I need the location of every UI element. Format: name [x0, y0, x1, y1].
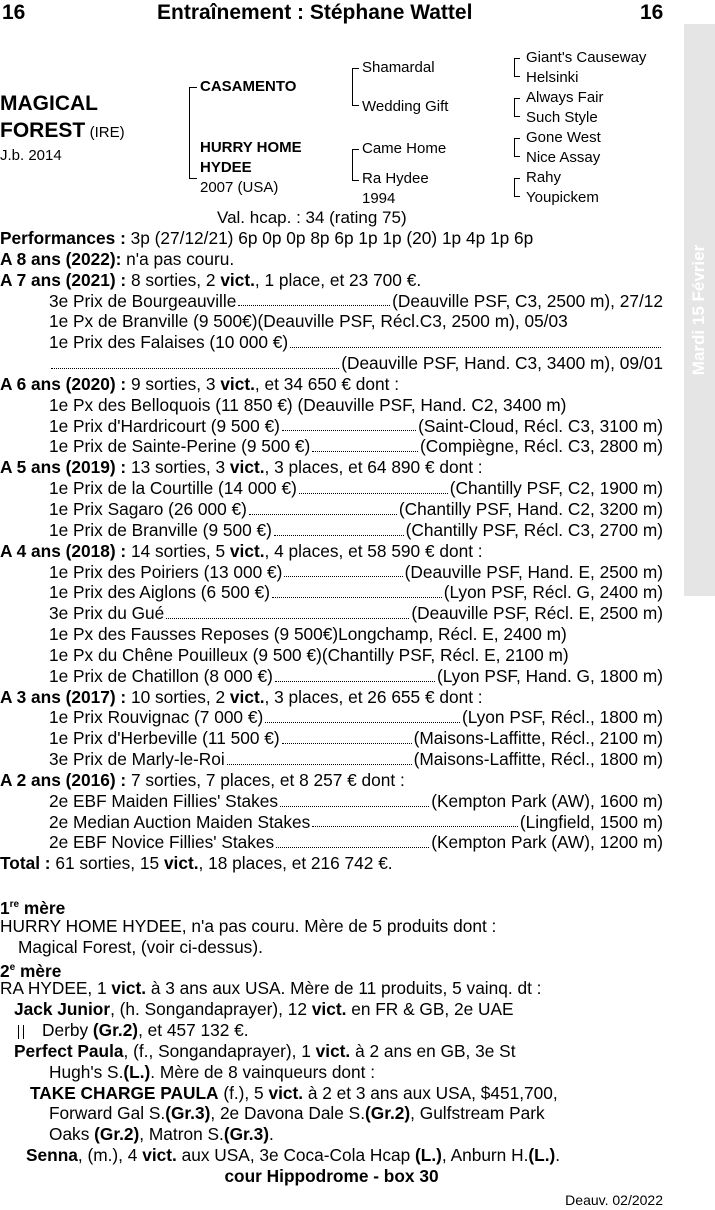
sire-name: CASAMENTO — [200, 78, 297, 95]
performance-record — [0, 228, 663, 1187]
horse-name-line1: MAGICAL — [0, 92, 98, 115]
race-row — [0, 832, 663, 853]
race-name: 1e Prix d'Herbeville (11 500 €) — [49, 728, 280, 749]
race-name: 1e Prix d'Hardricourt (9 500 €) — [49, 415, 280, 436]
horse-name-line2-wrap — [0, 119, 125, 145]
race-name: 1e Prix de la Courtille (14 000 €) — [49, 478, 297, 499]
year-2016-line — [0, 770, 663, 791]
race-details: (Chantilly PSF, C2, 1900 m) — [449, 478, 663, 499]
first-dam-heading — [0, 895, 663, 916]
second-dam-text: RA HYDEE, 1 — [0, 978, 107, 999]
produce-text: , (f., Songandaprayer), 1 — [123, 1040, 311, 1061]
stable-location: cour Hippodrome - box 30 — [224, 1165, 439, 1186]
second-dam-vict: vict. — [111, 978, 147, 999]
produce-grade: (Gr.3) — [165, 1103, 211, 1124]
produce-text: . — [555, 1145, 561, 1166]
race-details: (Compiègne, Récl. C3, 2800 m) — [419, 436, 663, 457]
produce-text: , et 457 132 €. — [138, 1020, 249, 1041]
pedigree-bracket-sd — [514, 98, 520, 117]
continuation-mark — [18, 1025, 24, 1039]
year-2019-label: A 5 ans (2019) : — [0, 457, 127, 478]
race-name: 1e Px de Branville (9 500€)(Deauville PSF, Récl.C3, 2500 m), 05/03 — [49, 311, 568, 332]
performances-value: 3p (27/12/21) 6p 0p 0p 8p 6p 1p 1p (20) 1p 4p 1p 6p — [130, 228, 534, 248]
race-name: 1e Prix des Falaises (10 000 €) — [49, 332, 289, 353]
year-2021-summary: , 1 place, et 23 700 €. — [254, 269, 422, 290]
year-2019-vict: vict. — [229, 457, 265, 478]
race-name: 1e Px du Chêne Pouilleux (9 500 €)(Chantilly PSF, Récl. E, 2100 m) — [49, 644, 569, 665]
race-row — [0, 791, 663, 812]
total-line — [0, 853, 663, 874]
year-2017-line — [0, 687, 663, 708]
year-2019-summary: , 3 places, et 64 890 € dont : — [264, 457, 483, 478]
race-row — [0, 291, 663, 312]
second-dam-sup: e — [9, 961, 16, 973]
year-2017-label: A 3 ans (2017) : — [0, 686, 127, 707]
produce-summary: en FR & GB, 2e UAE — [351, 999, 514, 1020]
race-name: 3e Prix du Gué — [49, 603, 165, 624]
race-details: (Chantilly PSF, Récl. C3, 2700 m) — [405, 519, 663, 540]
year-2019-text: 13 sorties, 3 — [130, 457, 226, 478]
produce-take-line2 — [0, 1103, 663, 1124]
performances-line — [0, 228, 663, 249]
produce-vict: vict. — [315, 1040, 351, 1061]
race-row — [0, 728, 663, 749]
race-row — [0, 582, 663, 603]
produce-text: Hugh's S. — [49, 1061, 124, 1082]
race-row — [0, 812, 663, 833]
produce-text: Derby — [42, 1020, 89, 1041]
produce-grade: (Gr.2) — [365, 1103, 411, 1124]
produce-paula-line1 — [0, 1041, 663, 1062]
first-dam-num: 1 — [0, 897, 10, 916]
race-row — [0, 332, 663, 353]
pedigree-bracket-dam — [352, 149, 359, 181]
race-details: (Kempton Park (AW), 1200 m) — [431, 832, 663, 853]
produce-text: , Matron S. — [139, 1124, 224, 1145]
produce-text: Forward Gal S. — [49, 1103, 166, 1124]
race-row — [0, 499, 663, 520]
race-name: 1e Prix de Chatillon (8 000 €) — [49, 665, 273, 686]
produce-name: Perfect Paula — [14, 1040, 124, 1061]
second-dam-word: mère — [20, 960, 62, 979]
year-2020-vict: vict. — [220, 373, 255, 394]
race-row — [0, 562, 663, 583]
produce-grade: (L.) — [123, 1061, 151, 1082]
produce-grade: (L.) — [528, 1145, 556, 1166]
produce-take-line3 — [0, 1124, 663, 1145]
year-2022-text: n'a pas couru. — [126, 248, 235, 269]
year-2017-summary: , 3 places, et 26 655 € dont : — [264, 686, 483, 707]
produce-name: TAKE CHARGE PAULA — [30, 1082, 219, 1103]
total-label: Total : — [0, 853, 51, 874]
race-details: (Deauville PSF, Hand. C3, 3400 m), 09/01 — [341, 353, 663, 374]
year-2018-vict: vict. — [229, 540, 265, 561]
dd-dam: Youpickem — [526, 189, 599, 206]
race-name: 1e Px des Fausses Reposes (9 500€)Longchamp, Récl. E, 2400 m) — [49, 624, 567, 645]
sire-dam: Wedding Gift — [362, 98, 449, 115]
handicap-value: Val. hcap. : 34 (rating 75) — [217, 208, 407, 227]
produce-summary: à 2 ans en GB, 3e St — [355, 1040, 516, 1061]
race-name: 1e Px des Belloquois (11 850 €) (Deauville PSF, Hand. C2, 3400 m) — [49, 394, 567, 415]
page-footer: Deauv. 02/2022 — [565, 1192, 663, 1208]
year-2018-label: A 4 ans (2018) : — [0, 540, 127, 561]
year-2022-line — [0, 249, 663, 270]
race-row — [0, 478, 663, 499]
year-2017-text: 10 sorties, 2 — [130, 686, 226, 707]
race-details: (Kempton Park (AW), 1600 m) — [431, 790, 663, 811]
dam-sire: Came Home — [362, 140, 447, 157]
race-name: 2e Median Auction Maiden Stakes — [49, 811, 311, 832]
produce-grade: (Gr.2) — [92, 1020, 139, 1041]
race-details: (Lyon PSF, Récl., 1800 m) — [461, 707, 663, 728]
ss-sire: Giant's Causeway — [526, 49, 647, 66]
race-name: 1e Prix des Aiglons (6 500 €) — [49, 582, 270, 603]
produce-text: , 2e Davona Dale S. — [210, 1103, 366, 1124]
race-row — [0, 395, 663, 416]
year-2018-line — [0, 541, 663, 562]
year-2018-summary: , 4 places, et 58 590 € dont : — [264, 540, 483, 561]
produce-text: . — [268, 1124, 274, 1145]
pedigree-bracket-ss — [514, 58, 520, 77]
race-row — [0, 520, 663, 541]
race-row — [0, 749, 663, 770]
second-dam-line1 — [0, 978, 663, 999]
sire-sire: Shamardal — [362, 59, 435, 76]
race-name: 1e Prix des Poiriers (13 000 €) — [49, 561, 283, 582]
dd-sire: Rahy — [526, 169, 562, 186]
produce-grade: (Gr.3) — [223, 1124, 269, 1145]
ds-dam: Nice Assay — [526, 149, 601, 166]
race-row — [0, 707, 663, 728]
total-vict: vict. — [163, 853, 199, 874]
second-dam-num: 2 — [0, 960, 10, 979]
race-row — [0, 624, 663, 645]
horse-info: J.b. 2014 — [0, 147, 62, 164]
produce-vict: vict. — [311, 999, 347, 1020]
year-2020-text: 9 sorties, 3 — [130, 373, 216, 394]
pedigree-bracket-main — [189, 87, 197, 179]
race-details: (Lyon PSF, Hand. G, 1800 m) — [436, 665, 663, 686]
race-name: 3e Prix de Bourgeauville — [49, 290, 237, 311]
year-2021-text: 8 sorties, 2 — [130, 269, 216, 290]
race-name: 2e EBF Novice Fillies' Stakes — [49, 832, 275, 853]
produce-vict: vict. — [268, 1082, 304, 1103]
first-dam-word: mère — [23, 897, 66, 916]
produce-summary: à 2 et 3 ans aux USA, $451,700, — [307, 1082, 558, 1103]
year-2017-vict: vict. — [229, 686, 265, 707]
year-2021-vict: vict. — [220, 269, 255, 290]
dam-name-line1: HURRY HOME — [200, 139, 302, 156]
produce-text: (f.), 5 — [223, 1082, 264, 1103]
dam-dam: Ra Hydee — [362, 170, 429, 187]
race-details: (Lingfield, 1500 m) — [519, 811, 663, 832]
sd-dam: Such Style — [526, 109, 598, 126]
year-2016-summary: 7 sorties, 7 places, et 8 257 € dont : — [130, 769, 405, 790]
race-name: 1e Prix de Branville (9 500 €) — [49, 519, 272, 540]
horse-origin: (IRE) — [89, 124, 125, 141]
race-details: (Maisons-Laffitte, Récl., 2100 m) — [413, 728, 663, 749]
race-name: 1e Prix Sagaro (26 000 €) — [49, 498, 247, 519]
produce-text: . Mère de 8 vainqueurs dont : — [150, 1061, 376, 1082]
race-row — [0, 666, 663, 687]
race-name: 2e EBF Maiden Fillies' Stakes — [49, 790, 279, 811]
produce-text: , (h. Songandaprayer), 12 — [110, 999, 307, 1020]
race-row — [0, 603, 663, 624]
race-details: (Maisons-Laffitte, Récl., 1800 m) — [413, 749, 663, 770]
page-number-left: 16 — [2, 1, 26, 24]
race-row — [0, 416, 663, 437]
dam-dam-year: 1994 — [362, 190, 396, 207]
year-2020-line — [0, 374, 663, 395]
second-dam-heading — [0, 958, 663, 979]
race-name: 1e Prix Rouvignac (7 000 €) — [49, 707, 264, 728]
produce-grade: (L.) — [415, 1145, 442, 1166]
year-2021-label: A 7 ans (2021) : — [0, 269, 127, 290]
performances-label: Performances : — [0, 228, 126, 248]
race-name: 3e Prix de Marly-le-Roi — [49, 749, 225, 770]
produce-vict: vict. — [142, 1145, 177, 1166]
produce-text: Oaks — [49, 1124, 90, 1145]
produce-grade: (Gr.2) — [94, 1124, 140, 1145]
first-dam-line2: Magical Forest, (voir ci-dessus). — [18, 936, 263, 957]
produce-text: , (m.), 4 — [77, 1145, 138, 1166]
first-dam-line1: HURRY HOME HYDEE, n'a pas couru. Mère de 5 produits dont : — [0, 915, 497, 936]
race-details: (Deauville PSF, Hand. E, 2500 m) — [404, 561, 663, 582]
page-number-right: 16 — [640, 1, 664, 24]
race-details: (Saint-Cloud, Récl. C3, 3100 m) — [418, 415, 663, 436]
ds-sire: Gone West — [526, 129, 601, 146]
side-date-text: Mardi 15 Février — [689, 244, 708, 376]
produce-senna-line — [0, 1145, 663, 1166]
produce-text: aux USA, 3e Coca-Cola Hcap — [181, 1145, 411, 1166]
total-summary: , 18 places, et 216 742 €. — [198, 853, 393, 874]
produce-jack-line1 — [0, 999, 663, 1020]
produce-paula-line2 — [0, 1062, 663, 1083]
pedigree-bracket-sire — [352, 68, 359, 106]
race-row — [0, 436, 663, 457]
dam-name-line2: HYDEE — [200, 159, 252, 176]
race-name: 1e Prix de Sainte-Perine (9 500 €) — [49, 436, 311, 457]
year-2021-line — [0, 270, 663, 291]
ss-dam: Helsinki — [526, 69, 579, 86]
produce-name: Senna — [26, 1145, 78, 1166]
sd-sire: Always Fair — [526, 89, 604, 106]
race-row-continued — [0, 353, 663, 374]
pedigree-bracket-dd — [514, 178, 520, 197]
race-details: (Deauville PSF, Récl. E, 2500 m) — [411, 603, 663, 624]
race-details: (Chantilly PSF, Hand. C2, 3200 m) — [398, 498, 663, 519]
total-text: 61 sorties, 15 — [55, 853, 160, 874]
second-dam-summary: à 3 ans aux USA. Mère de 11 produits, 5 vainq. dt : — [150, 978, 542, 999]
produce-jack-line2 — [0, 1020, 663, 1041]
race-row — [0, 645, 663, 666]
horse-name-line2: FOREST — [0, 119, 86, 142]
year-2020-label: A 6 ans (2020) : — [0, 373, 127, 394]
produce-text: , Anburn H. — [441, 1145, 529, 1166]
produce-text: , Gulfstream Park — [410, 1103, 545, 1124]
year-2018-text: 14 sorties, 5 — [130, 540, 226, 561]
produce-take-line1 — [0, 1083, 663, 1104]
page-title: Entraînement : Stéphane Wattel — [157, 1, 473, 24]
first-dam-sup: re — [9, 899, 20, 910]
year-2019-line — [0, 457, 663, 478]
year-2016-label: A 2 ans (2016) : — [0, 769, 127, 790]
year-2020-summary: , et 34 650 € dont : — [254, 373, 400, 394]
race-row — [0, 311, 663, 332]
produce-name: Jack Junior — [14, 999, 111, 1020]
dam-info: 2007 (USA) — [200, 179, 279, 196]
race-details: (Lyon PSF, Récl. G, 2400 m) — [443, 582, 663, 603]
pedigree-bracket-ds — [514, 138, 520, 157]
race-details: (Deauville PSF, C3, 2500 m), 27/12 — [392, 290, 663, 311]
year-2022-label: A 8 ans (2022): — [0, 248, 122, 269]
